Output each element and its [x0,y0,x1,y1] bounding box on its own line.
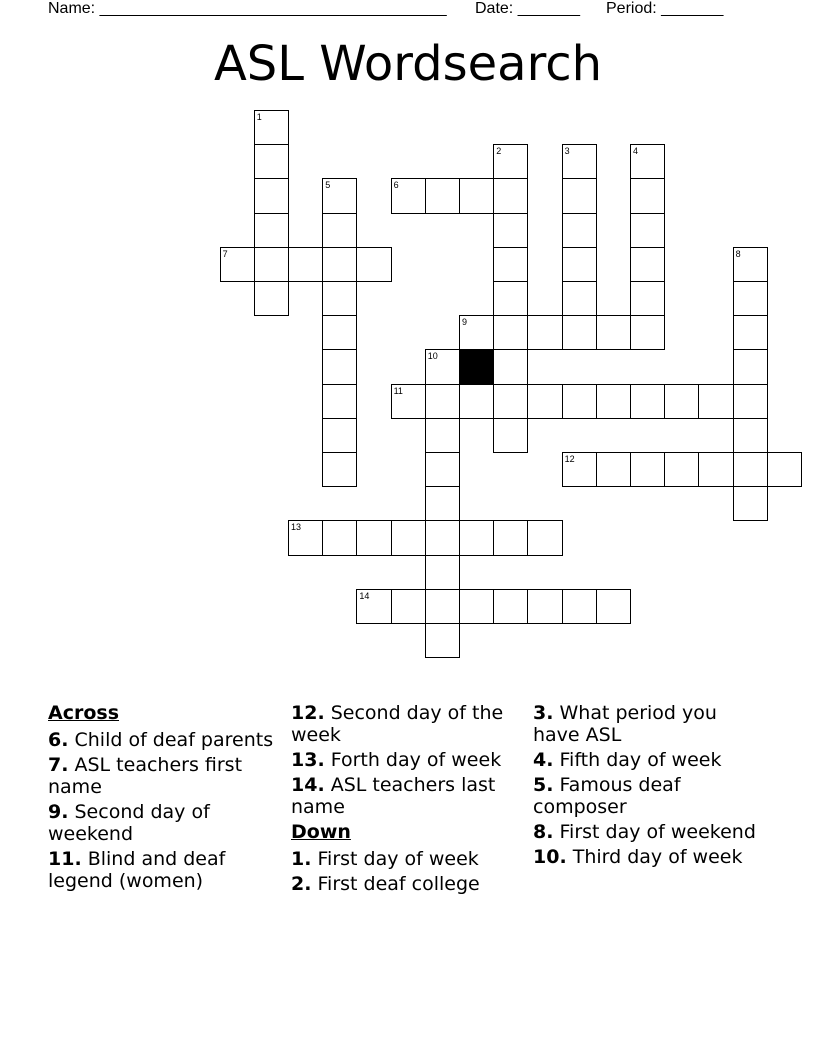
clues-column-1 [48,702,278,895]
crossword-cell[interactable] [733,486,768,521]
crossword-cell[interactable] [596,452,631,487]
crossword-cell[interactable] [391,384,426,419]
crossword-cell[interactable] [493,384,528,419]
clue-across-9: 9. Second day of weekend [48,801,210,845]
crossword-cell[interactable] [562,589,597,624]
crossword-cell[interactable] [425,520,460,555]
crossword-cell[interactable] [322,418,357,453]
crossword-cell[interactable] [425,384,460,419]
crossword-cell[interactable] [220,247,255,282]
crossword-cell[interactable] [254,213,289,248]
crossword-cell[interactable] [733,315,768,350]
crossword-cell[interactable] [630,213,665,248]
crossword-cell[interactable] [664,452,699,487]
down-heading: Down [291,821,351,843]
crossword-block-cell [459,349,494,384]
crossword-cell[interactable] [733,418,768,453]
crossword-cell[interactable] [254,247,289,282]
crossword-cell[interactable] [425,623,460,658]
crossword-cell[interactable] [596,384,631,419]
crossword-cell[interactable] [356,520,391,555]
crossword-cell[interactable] [562,213,597,248]
crossword-cell[interactable] [630,144,665,179]
crossword-cell[interactable] [322,315,357,350]
clue-down-10: 10. Third day of week [533,846,743,868]
clue-across-13: 13. Forth day of week [291,749,502,771]
crossword-cell[interactable] [562,281,597,316]
clue-across-7: 7. ASL teachers first name [48,754,243,798]
clue-number: 4 [633,146,639,157]
crossword-cell[interactable] [767,452,802,487]
crossword-cell[interactable] [698,384,733,419]
crossword-cell[interactable] [493,281,528,316]
crossword-cell[interactable] [322,281,357,316]
crossword-cell[interactable] [527,589,562,624]
crossword-cell[interactable] [630,452,665,487]
crossword-cell[interactable] [527,384,562,419]
clue-down-3: 3. What period you have ASL [533,702,717,746]
clue-down-1: 1. First day of week [291,848,479,870]
crossword-cell[interactable] [493,213,528,248]
clue-across-14: 14. ASL teachers last name [291,774,496,818]
crossword-cell[interactable] [698,452,733,487]
clue-down-4: 4. Fifth day of week [533,749,722,771]
crossword-cell[interactable] [562,247,597,282]
clues-column-3 [533,702,763,871]
clue-number: 5 [325,180,331,191]
crossword-cell[interactable] [254,281,289,316]
crossword-cell[interactable] [493,144,528,179]
clue-number: 6 [393,180,399,191]
clue-down-5: 5. Famous deaf composer [533,774,681,818]
crossword-cell[interactable] [425,349,460,384]
crossword-cell[interactable] [733,349,768,384]
clue-number: 12 [564,454,575,464]
crossword-cell[interactable] [425,452,460,487]
clue-number: 7 [222,248,228,259]
crossword-cell[interactable] [630,384,665,419]
crossword-cell[interactable] [733,247,768,282]
crossword-cell[interactable] [322,384,357,419]
crossword-cell[interactable] [356,589,391,624]
crossword-cell[interactable] [322,178,357,213]
crossword-cell[interactable] [425,418,460,453]
crossword-cell[interactable] [288,247,323,282]
crossword-cell[interactable] [459,589,494,624]
clues-column-2 [291,702,521,898]
crossword-cell[interactable] [459,384,494,419]
clue-across-11: 11. Blind and deaf legend (women) [48,848,226,892]
crossword-cell[interactable] [254,144,289,179]
crossword-cell[interactable] [391,520,426,555]
crossword-cell[interactable] [322,520,357,555]
crossword-cell[interactable] [356,247,391,282]
crossword-cell[interactable] [425,555,460,590]
crossword-cell[interactable] [459,178,494,213]
crossword-cell[interactable] [596,315,631,350]
crossword-cell[interactable] [254,110,289,145]
clue-number: 3 [564,146,570,157]
crossword-cell[interactable] [630,247,665,282]
clue-across-12: 12. Second day of the week [291,702,504,746]
clue-number: 8 [735,248,741,259]
crossword-cell[interactable] [596,589,631,624]
period-field: Period: _______ [606,0,724,17]
crossword-cell[interactable] [459,520,494,555]
crossword-cell[interactable] [733,281,768,316]
name-field: Name: _______________________________________ [48,0,447,17]
crossword-cell[interactable] [562,144,597,179]
crossword-cell[interactable] [322,349,357,384]
crossword-cell[interactable] [733,452,768,487]
crossword-cell[interactable] [493,520,528,555]
clue-number: 14 [359,590,370,601]
crossword-cell[interactable] [391,178,426,213]
clue-number: 1 [256,112,262,122]
crossword-cell[interactable] [425,589,460,624]
clue-number: 9 [462,317,468,328]
clue-across-6: 6. Child of deaf parents [48,729,274,751]
clue-down-2: 2. First deaf college [291,873,480,895]
crossword-cell[interactable] [322,452,357,487]
crossword-cell[interactable] [322,247,357,282]
crossword-cell[interactable] [664,384,699,419]
crossword-cell[interactable] [322,213,357,248]
crossword-cell[interactable] [493,589,528,624]
clue-number: 13 [291,522,302,533]
across-heading: Across [48,702,120,724]
clue-number: 10 [427,351,438,362]
crossword-cell[interactable] [493,315,528,350]
crossword-cell[interactable] [425,178,460,213]
crossword-cell[interactable] [527,520,562,555]
crossword-cell[interactable] [562,452,597,487]
crossword-cell[interactable] [493,178,528,213]
clue-number: 2 [496,146,502,157]
crossword-cell[interactable] [391,589,426,624]
crossword-cell[interactable] [425,486,460,521]
crossword-cell[interactable] [288,520,323,555]
crossword-cell[interactable] [493,247,528,282]
crossword-cell[interactable] [562,315,597,350]
crossword-cell[interactable] [493,418,528,453]
crossword-cell[interactable] [254,178,289,213]
crossword-cell[interactable] [630,315,665,350]
clue-down-8: 8. First day of weekend [533,821,756,843]
crossword-cell[interactable] [630,281,665,316]
crossword-cell[interactable] [459,315,494,350]
crossword-cell[interactable] [562,178,597,213]
date-field: Date: _______ [475,0,580,17]
crossword-cell[interactable] [527,315,562,350]
clue-number: 11 [393,385,403,396]
crossword-cell[interactable] [733,384,768,419]
crossword-cell[interactable] [630,178,665,213]
crossword-cell[interactable] [562,384,597,419]
page-title: ASL Wordsearch [213,36,603,92]
crossword-cell[interactable] [493,349,528,384]
